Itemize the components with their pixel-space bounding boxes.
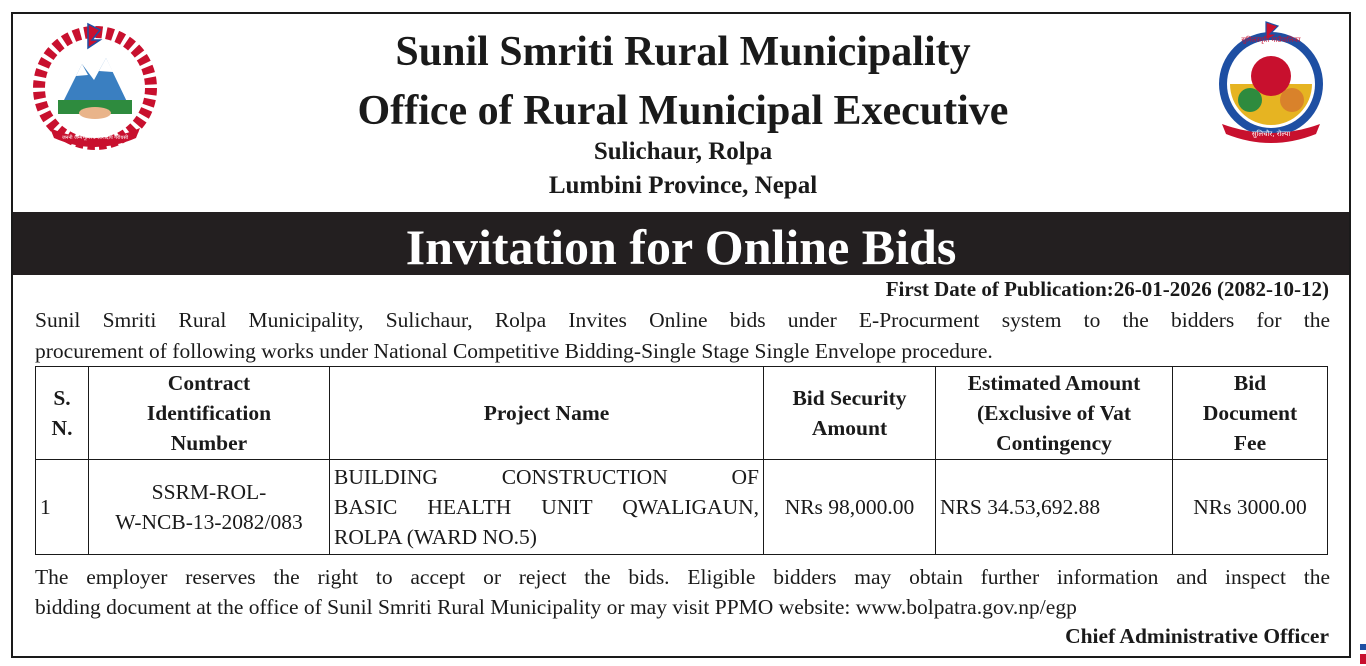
header-bid-security-line: Amount <box>811 416 888 440</box>
cell-sn: 1 <box>36 460 89 555</box>
header-doc-fee-line: Fee <box>1233 431 1267 455</box>
footer-line-2: bidding document at the office of Sunil Smriti Rural Municipality or may visit PPMO website: www.bolpatra.gov.np/egp <box>35 595 1077 619</box>
office-name: Office of Rural Municipal Executive <box>357 88 1009 134</box>
header-sn <box>36 367 89 460</box>
left-emblem-motto: जननी जन्मभूमिश्च स्वर्गादपि गरीयसी <box>61 135 129 141</box>
contract-id-line: W-NCB-13-2082/083 <box>115 510 303 534</box>
signatory-title: Chief Administrative Officer <box>1065 624 1329 648</box>
right-emblem-top-text: सुनिलस्मृति गाउँपालिका <box>1241 36 1301 44</box>
header-bid-security <box>764 367 936 460</box>
header-project-name-line: Project Name <box>483 401 610 425</box>
header-estimated-line: Contingency <box>996 431 1112 455</box>
contract-id-line: SSRM-ROL- <box>151 480 267 504</box>
project-name-line: ROLPA (WARD NO.5) <box>334 525 537 549</box>
header-doc-fee-line: Document <box>1202 401 1298 425</box>
cell-project-name <box>330 460 764 555</box>
header-sn-line: N. <box>51 416 73 440</box>
province-country: Lumbini Province, Nepal <box>548 172 818 199</box>
header-sn-line: S. <box>53 386 71 410</box>
publication-date: First Date of Publication:26-01-2026 (2082-10-12) <box>885 277 1329 301</box>
table-header-row <box>36 367 1328 460</box>
header-estimated-line: Estimated Amount <box>967 371 1141 395</box>
cell-contract-id <box>89 460 330 555</box>
header-estimated-line: (Exclusive of Vat <box>976 401 1132 425</box>
right-emblem-bottom-text: सुलिचौर, रोल्पा <box>1251 130 1291 138</box>
cell-doc-fee: NRs 3000.00 <box>1173 460 1328 555</box>
header-contract-id-line: Identification <box>146 401 272 425</box>
header-project-name <box>330 367 764 460</box>
project-name-line: BUILDING CONSTRUCTION OF <box>334 465 759 489</box>
header-doc-fee-line: Bid <box>1233 371 1267 395</box>
municipality-name: Sunil Smriti Rural Municipality <box>395 29 971 75</box>
cell-estimated-amount: NRS 34.53,692.88 <box>936 460 1173 555</box>
project-name-line: BASIC HEALTH UNIT QWALIGAUN, <box>334 495 759 519</box>
header-contract-id <box>89 367 330 460</box>
header-contract-id-line: Number <box>170 431 248 455</box>
edge-mark-icon <box>1360 640 1366 666</box>
intro-line-2: procurement of following works under National Competitive Bidding-Single Stage Single Envelope procedure. <box>35 339 993 363</box>
footer-line-1: The employer reserves the right to accept or reject the bids. Eligible bidders may obtain further information and inspect the <box>35 565 1330 589</box>
header-bid-security-line: Bid Security <box>792 386 907 410</box>
intro-line-1: Sunil Smriti Rural Municipality, Sulichaur, Rolpa Invites Online bids under E-Procurment system to the bidders for the <box>35 308 1330 332</box>
bids-table <box>35 366 1328 555</box>
notice-title-banner: Invitation for Online Bids <box>13 212 1349 275</box>
office-address: Sulichaur, Rolpa <box>593 138 773 165</box>
header-doc-fee <box>1173 367 1328 460</box>
cell-bid-security: NRs 98,000.00 <box>764 460 936 555</box>
header-estimated-amount <box>936 367 1173 460</box>
table-row <box>36 460 1328 555</box>
header-contract-id-line: Contract <box>167 371 251 395</box>
